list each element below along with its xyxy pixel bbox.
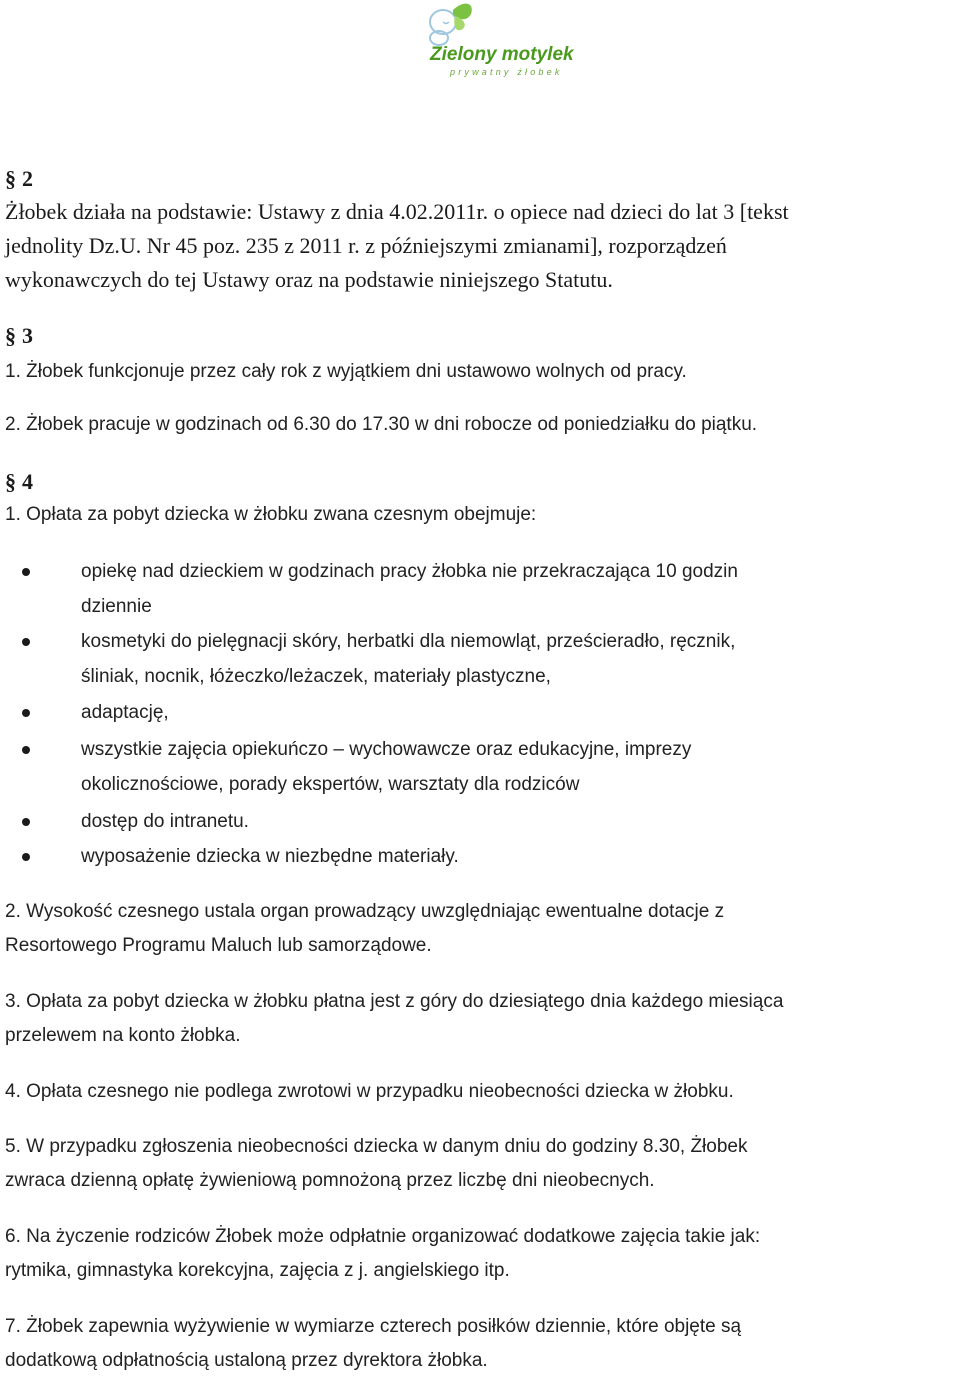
s4-paragraph-2: 2. Wysokość czesnego ustala organ prowadzący uwzględniając ewentualne dotacje z Resortowego Programu Maluch lub samorządowe. — [5, 901, 725, 956]
section-heading-2 — [5, 166, 33, 192]
section-sign: § — [5, 323, 16, 348]
bullet-icon — [22, 709, 30, 717]
s4-intro: 1. Opłata za pobyt dziecka w żłobku zwana czesnym obejmuje: — [5, 504, 537, 525]
s2-line-1: Żłobek działa na podstawie: Ustawy z dnia 4.02.2011r. o opiece nad dzieci do lat 3 [tekst — [5, 199, 789, 224]
section-number: 3 — [22, 323, 33, 348]
section-number: 4 — [22, 469, 33, 494]
section-number: 2 — [22, 166, 33, 191]
list-item-text: kosmetyki do pielęgnacji skóry, herbatki dla niemowląt, prześcieradło, ręcznik, śliniak, nocnik, łóżeczko/leżaczek, materiały plastyczne, — [81, 631, 736, 687]
section-heading-4 — [5, 469, 33, 495]
logo-tagline: prywatny żłobek — [450, 67, 563, 77]
s4-paragraph-4: 4. Opłata czesnego nie podlega zwrotowi w przypadku nieobecności dziecka w żłobku. — [5, 1081, 734, 1102]
bullet-icon — [22, 746, 30, 754]
s4-paragraph-5: 5. W przypadku zgłoszenia nieobecności dziecka w danym dniu do godziny 8.30, Żłobek zwraca dzienną opłatę żywieniową pomnożoną przez liczbę dni nieobecnych. — [5, 1136, 748, 1191]
list-item-text: adaptację, — [81, 702, 169, 723]
section-sign: § — [5, 166, 16, 191]
s2-line-3: wykonawczych do tej Ustawy oraz na podstawie niniejszego Statutu. — [5, 267, 613, 292]
section-heading-3 — [5, 323, 33, 349]
list-item-text: opiekę nad dzieckiem w godzinach pracy żłobka nie przekraczająca 10 godzin dziennie — [81, 561, 738, 617]
bullet-icon — [22, 568, 30, 576]
bullet-icon — [22, 818, 30, 826]
s3-paragraph-1: 1. Żłobek funkcjonuje przez cały rok z wyjątkiem dni ustawowo wolnych od pracy. — [5, 361, 687, 382]
s4-paragraph-7: 7. Żłobek zapewnia wyżywienie w wymiarze czterech posiłków dziennie, które objęte są dodatkową odpłatnością ustaloną przez dyrektora żłobka. — [5, 1316, 742, 1371]
s2-line-2: jednolity Dz.U. Nr 45 poz. 235 z 2011 r. z późniejszymi zmianami], rozporządzeń — [5, 233, 727, 258]
s4-paragraph-6: 6. Na życzenie rodziców Żłobek może odpłatnie organizować dodatkowe zajęcia takie jak: rytmika, gimnastyka korekcyjna, zajęcia z j. angielskiego itp. — [5, 1226, 761, 1281]
logo-text: Zielony motylek — [430, 44, 574, 65]
section-sign: § — [5, 469, 16, 494]
list-item-text: wyposażenie dziecka w niezbędne materiały. — [81, 846, 459, 867]
s4-paragraph-3: 3. Opłata za pobyt dziecka w żłobku płatna jest z góry do dziesiątego dnia każdego miesiąca przelewem na konto żłobka. — [5, 991, 784, 1046]
list-item-text: wszystkie zajęcia opiekuńczo – wychowawcze oraz edukacyjne, imprezy okolicznościowe, porady ekspertów, warsztaty dla rodziców — [81, 739, 692, 795]
bullet-icon — [22, 853, 30, 861]
s3-paragraph-2: 2. Żłobek pracuje w godzinach od 6.30 do 17.30 w dni robocze od poniedziałku do piątku. — [5, 414, 758, 435]
bullet-icon — [22, 638, 30, 646]
list-item-text: dostęp do intranetu. — [81, 811, 249, 832]
